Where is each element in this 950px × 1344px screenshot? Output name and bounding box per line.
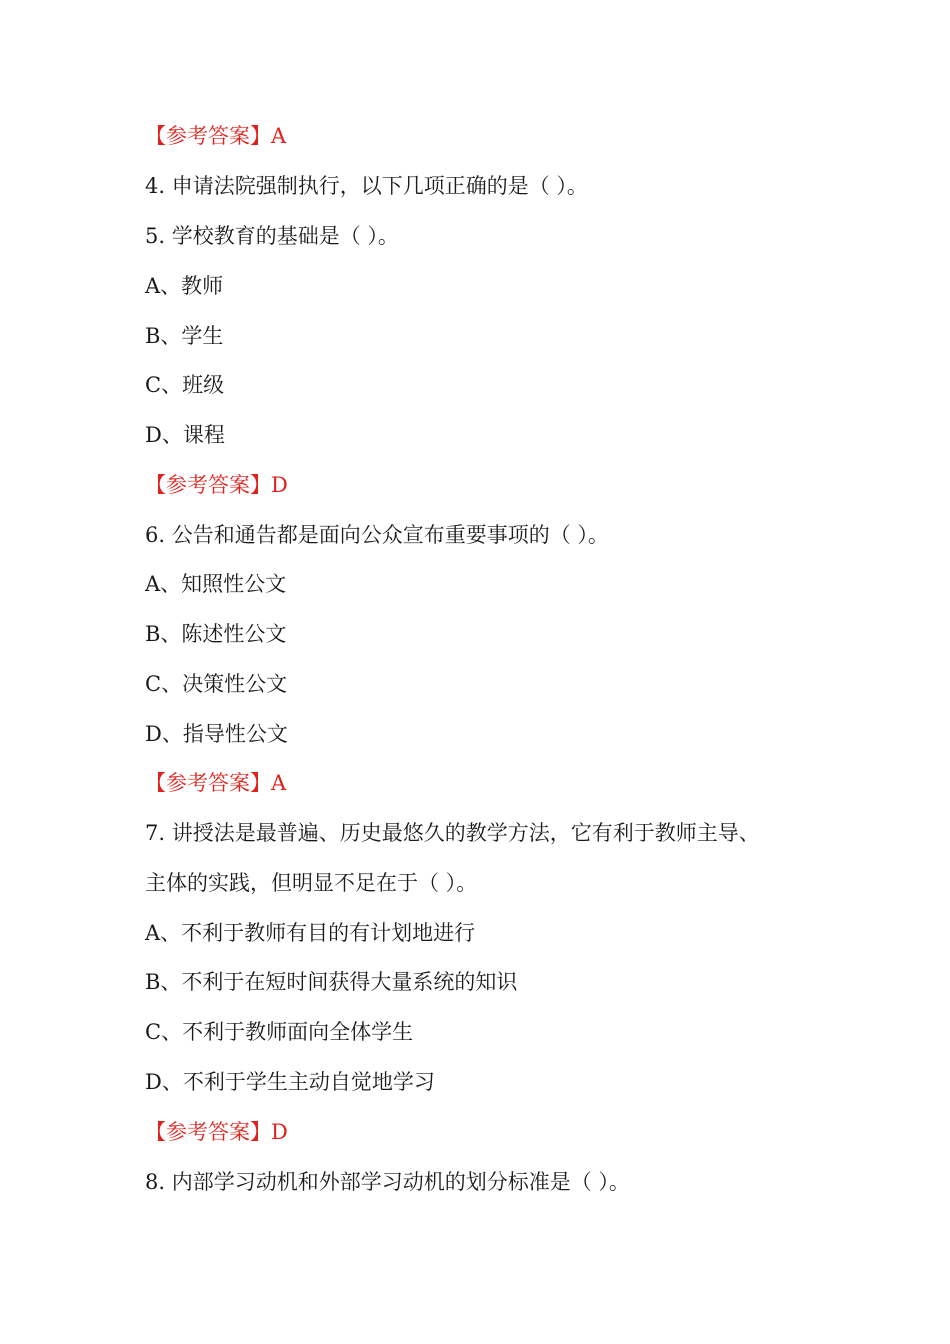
question-6-option-c: C、决策性公文 [145,672,288,696]
question-6-option-a: A、知照性公文 [145,572,287,596]
question-5-option-d: D、课程 [145,423,225,447]
question-5-option-a: A、教师 [145,274,224,298]
answer-key: 【参考答案】D [145,1120,288,1144]
question-4-stem: 4. 申请法院强制执行，以下几项正确的是（ ）。 [145,174,588,198]
question-6-stem: 6. 公告和通告都是面向公众宣布重要事项的（ ）。 [145,523,609,547]
question-7-option-c: C、不利于教师面向全体学生 [145,1020,414,1044]
answer-key: 【参考答案】A [145,771,287,795]
question-8-stem: 8. 内部学习动机和外部学习动机的划分标准是（ ）。 [145,1170,630,1194]
answer-key: 【参考答案】A [145,124,287,148]
question-6-option-b: B、陈述性公文 [145,622,287,646]
question-7-option-a: A、不利于教师有目的有计划地进行 [145,921,476,945]
question-5-option-c: C、班级 [145,373,225,397]
question-5-stem: 5. 学校教育的基础是（ ）。 [145,224,399,248]
question-7-option-b: B、不利于在短时间获得大量系统的知识 [145,970,518,994]
question-7-stem-continued: 主体的实践，但明显不足在于（ ）。 [145,871,478,895]
question-7-stem: 7. 讲授法是最普遍、历史最悠久的教学方法，它有利于教师主导、 [145,821,760,845]
question-7-option-d: D、不利于学生主动自觉地学习 [145,1070,435,1094]
answer-key: 【参考答案】D [145,473,288,497]
question-6-option-d: D、指导性公文 [145,722,288,746]
question-5-option-b: B、学生 [145,324,224,348]
